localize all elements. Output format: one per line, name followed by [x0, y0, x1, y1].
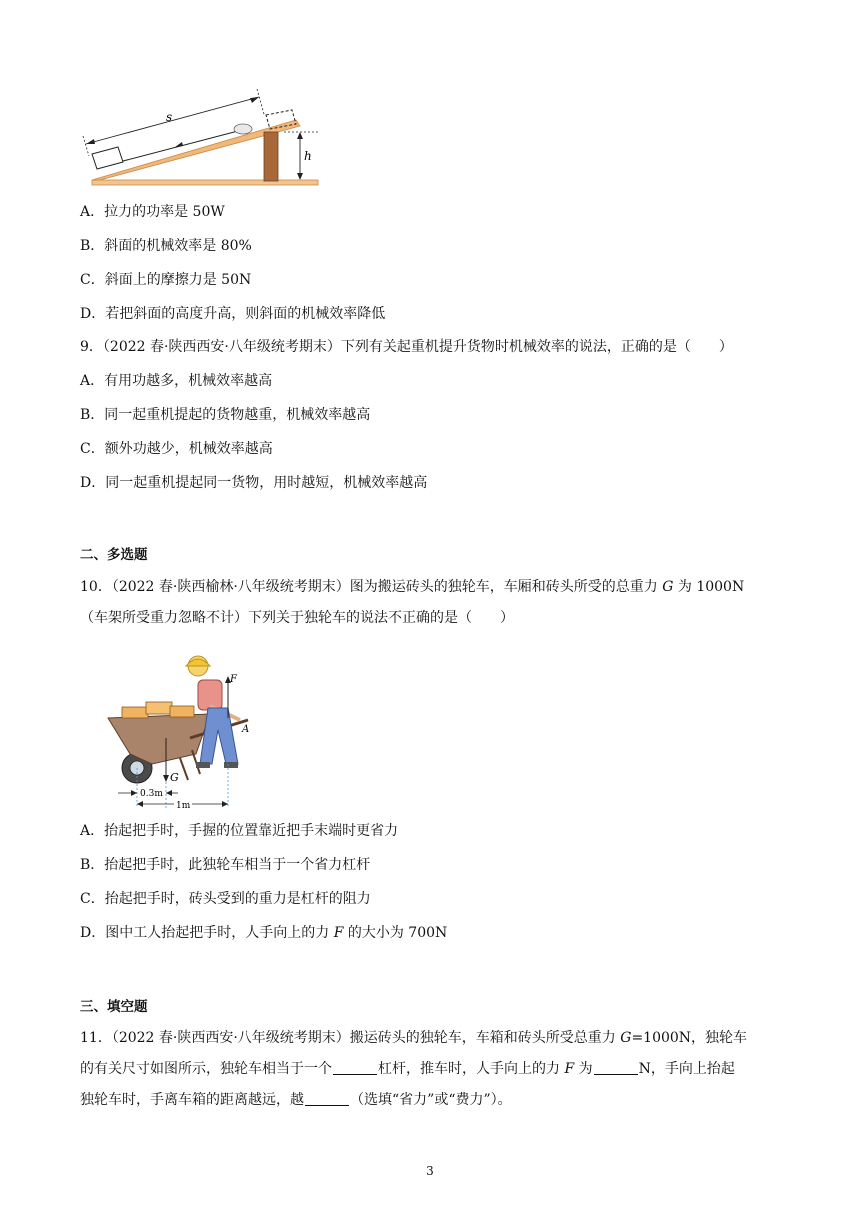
q10-stem-text-a: 10．（2022 春·陕西榆林·八年级统考期末）图为搬运砖头的独轮车，车厢和砖头所受的总重力 — [80, 579, 663, 595]
label-g: G — [170, 771, 179, 784]
label-a: A — [242, 724, 250, 735]
q11-text-2d: N，手向上抬起 — [638, 1061, 735, 1077]
q11-text-2a: 的有关尺寸如图所示，独轮车相当于一个 — [80, 1061, 332, 1077]
q9-option-c: C．额外功越少，机械效率越高 — [80, 441, 273, 457]
q11-blank-1[interactable] — [333, 1060, 377, 1075]
q10-option-d-symbol-f: F — [333, 925, 344, 941]
label-s: s — [166, 110, 173, 124]
q8-option-b: B．斜面的机械效率是 80% — [80, 238, 252, 254]
q9-stem: 9．（2022 春·陕西西安·八年级统考期末）下列有关起重机提升货物时机械效率的说法，正确的是（ ） — [80, 339, 733, 355]
q11-symbol-f: F — [564, 1061, 575, 1077]
q11-text-3b: （选填“省力”或“费力”）。 — [350, 1092, 512, 1108]
q11-symbol-g: G — [620, 1030, 632, 1046]
q11-text-3a: 独轮车时，手离车箱的距离越远，越 — [80, 1092, 304, 1108]
q10-option-c: C．抬起把手时，砖头受到的重力是杠杆的阻力 — [80, 891, 371, 907]
q10-stem-line1 — [80, 577, 744, 597]
q11-text-2c: 为 — [574, 1061, 593, 1077]
q11-line1 — [80, 1028, 747, 1048]
label-0-3m: 0.3m — [140, 789, 163, 799]
q10-option-d — [80, 923, 447, 943]
q9-option-b: B．同一起重机提起的货物越重，机械效率越高 — [80, 407, 371, 423]
label-1m: 1m — [176, 801, 191, 811]
wheelbarrow-figure — [100, 650, 260, 814]
label-h: h — [304, 149, 312, 163]
q10-option-a: A．抬起把手时，手握的位置靠近把手末端时更省力 — [80, 823, 399, 839]
q8-option-c: C．斜面上的摩擦力是 50N — [80, 272, 252, 288]
q8-option-d: D．若把斜面的高度升高，则斜面的机械效率降低 — [80, 306, 386, 322]
q9-option-a: A．有用功越多，机械效率越高 — [80, 373, 273, 389]
section-title-fill-blank: 三、填空题 — [80, 999, 148, 1015]
q11-text-1b: =1000N，独轮车 — [631, 1030, 748, 1046]
q11-text-1a: 11．（2022 春·陕西西安·八年级统考期末）搬运砖头的独轮车，车箱和砖头所受总重力 — [80, 1030, 621, 1046]
q11-line2 — [80, 1059, 735, 1079]
q11-line3 — [80, 1090, 512, 1110]
q11-blank-2[interactable] — [594, 1060, 638, 1075]
q10-option-b: B．抬起把手时，此独轮车相当于一个省力杠杆 — [80, 857, 371, 873]
q10-option-d-text-a: D．图中工人抬起把手时，人手向上的力 — [80, 925, 334, 941]
q10-stem-symbol-g: G — [662, 579, 674, 595]
incline-figure — [78, 84, 323, 188]
label-f: F — [230, 674, 237, 685]
q11-text-2b: 杠杆，推车时，人手向上的力 — [378, 1061, 565, 1077]
page-number: 3 — [426, 1164, 434, 1178]
q11-blank-3[interactable] — [305, 1091, 349, 1106]
q10-stem-text-b: 为 1000N — [673, 579, 745, 595]
q10-option-d-text-b: 的大小为 700N — [343, 925, 448, 941]
q8-option-a: A．拉力的功率是 50W — [80, 204, 225, 220]
q10-stem-line2: （车架所受重力忽略不计）下列关于独轮车的说法不正确的是（ ） — [80, 610, 514, 626]
section-title-multiple-choice: 二、多选题 — [80, 547, 148, 563]
q9-option-d: D．同一起重机提起同一货物，用时越短，机械效率越高 — [80, 475, 428, 491]
